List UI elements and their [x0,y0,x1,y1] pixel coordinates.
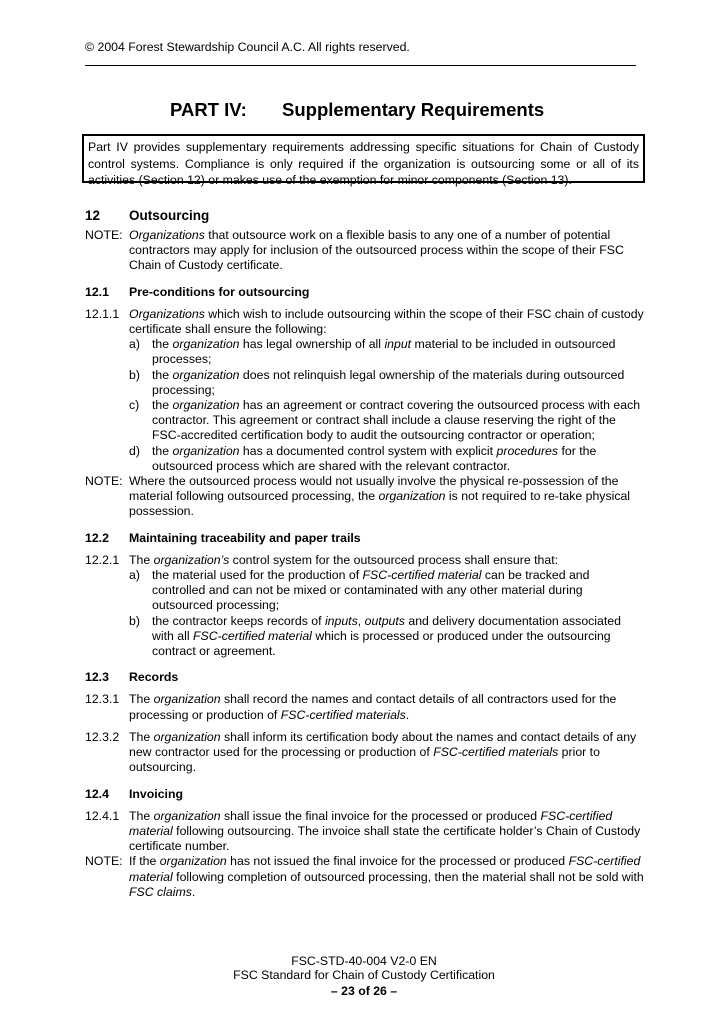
clause-number: 12.3.1 [85,692,120,707]
list-item: b) the contractor keeps records of inputs, outputs and delivery documentation associated with all FSC-certified material which is processed or produced under the outsourcing contract or agreement. [129,613,621,659]
note-label: NOTE: [85,228,123,242]
part-heading [170,99,545,120]
section-12-heading [85,207,645,224]
note-text: If the organization has not issued the final invoice for the processed or produced FSC-certified material following completion of outsourced processing, then the material shall not be sold with FSC claims. [129,854,644,899]
section-number: 12.4 [85,786,109,801]
list-item: d) the organization has a documented control system with explicit procedures for the outsourced process which are shared with the relevant contractor. [129,443,597,473]
note-label: NOTE: [85,854,123,869]
clause-text: The organization shall record the names and contact details of all contractors used for the processing or production of FSC-certified materials. [129,692,617,722]
clause-number: 12.2.1 [85,552,120,567]
clause-text: The organization’s control system for the outsourced process shall ensure that: [129,552,559,567]
clause-12-2-1 [85,553,645,568]
list-item: a) the organization has legal ownership of all input material to be included in outsourced processes; [129,337,616,367]
section-12-1-note [85,474,645,520]
clause-12-1-1 [85,307,645,337]
section-title: Pre-conditions for outsourcing [129,284,310,299]
clause-12-3-1 [85,692,645,722]
section-12-2-heading [85,531,645,546]
section-12-note [85,228,645,274]
section-number: 12.3 [85,670,109,685]
note-text: Where the outsourced process would not usually involve the physical re-possession of the material following outsourced processing, the organization is not required to re-take physical possession. [129,474,631,519]
section-title: Outsourcing [129,208,210,223]
clause-text: Organizations which wish to include outsourcing within the scope of their FSC chain of custody certificate shall ensure the following: [129,306,644,337]
section-title: Records [129,670,179,685]
section-title: Maintaining traceability and paper trails [129,530,361,545]
clause-number: 12.4.1 [85,808,120,823]
clause-12-3-2 [85,730,645,776]
note-label: NOTE: [85,474,123,489]
clause-text: The organization shall issue the final invoice for the processed or produced FSC-certified material following outsourcing. The invoice shall state the certificate holder’s Chain of Custody certificate number. [129,808,641,854]
copyright-notice: © 2004 Forest Stewardship Council A.C. All rights reserved. [85,40,410,54]
section-12-3-heading [85,670,645,685]
intro-box: Part IV provides supplementary requirements addressing specific situations for Chain of Custody control systems. Compliance is only required if the organization is outsourcing some or all of its activities (Section 12) or makes use of the exemption for minor components (Section 13). [82,134,645,183]
section-12-4-heading [85,787,645,802]
clause-number: 12.3.2 [85,729,120,744]
clause-12-4-1 [85,809,645,855]
part-label: PART IV: [170,99,247,120]
document-content [85,207,645,900]
section-12-4-note [85,854,645,900]
list-item: c) the organization has an agreement or contract covering the outsourced process with each contractor. This agreement or contract shall include a clause reserving the right of the FSC-accredited certification body to audit the outsourcing contractor or operation; [129,398,641,443]
list-item: a) the material used for the production of FSC-certified material can be tracked and controlled and can not be mixed or contaminated with any other material during outsourced processing; [129,568,590,613]
list-item: b) the organization does not relinquish legal ownership of the materials during outsourced processing; [129,367,625,397]
clause-text: The organization shall inform its certification body about the names and contact details of any new contractor used for the processing or production of FSC-certified materials prior to outsourcing. [129,729,637,775]
section-12-1-heading [85,285,645,300]
section-number: 12.2 [85,530,109,545]
clause-number: 12.1.1 [85,306,120,321]
footer-title: FSC Standard for Chain of Custody Certification [233,968,495,982]
part-title: Supplementary Requirements [282,99,545,120]
footer-code: FSC-STD-40-004 V2-0 EN [291,954,437,968]
section-number: 12 [85,208,101,223]
section-title: Invoicing [129,786,183,801]
page-number: – 23 of 26 – [330,984,398,998]
header-rule [85,65,636,66]
note-text: Organizations that outsource work on a flexible basis to any one of a number of potential contractors may apply for inclusion of the outsourced process within the scope of their FSC Chain of Custody certificate. [129,228,624,273]
section-number: 12.1 [85,284,109,299]
